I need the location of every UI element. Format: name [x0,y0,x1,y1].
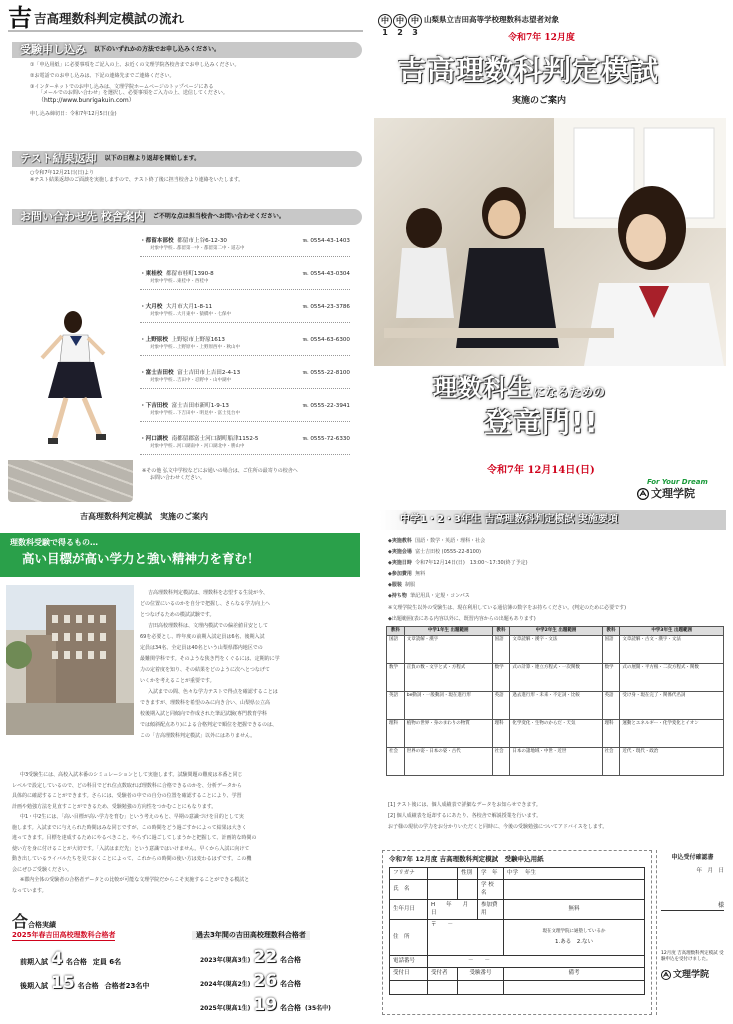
result-label: 前期入試 [20,958,48,966]
outline-title: 中学1・2・3年生 吉高理数科判定模試 実施要項 [400,514,618,526]
body-line: 違ってきます。目標を達成するためにやるべきこと、やらずに過ごしてしまうかと把握して、計画的な時間の [12,835,257,841]
address-label: 住 所 [390,920,428,956]
outline-title-bar [380,510,726,530]
body-line: 最難関学科です。そのような狭き門をくぐるには、定期的に学 [140,656,280,662]
school-address: 都留市上谷6-12-30 [177,238,227,244]
apply-url[interactable]: （http://www.bunrigakuin.com） [38,97,135,104]
application-form [382,850,652,1015]
outline-item: ◆実施教科 国語・数学・英語・理科・社会 [388,538,486,544]
result-tail: 名合格 [280,1004,302,1012]
apply-title: 受験申し込み [20,42,86,56]
address-field[interactable] [428,920,504,956]
result-row [20,972,149,995]
grade-badge: 中1 [378,14,392,28]
table-cell: 理科 [387,720,405,748]
flow-header [8,4,363,32]
gender-field[interactable] [458,880,478,900]
header-year: 令和7年 12月度 [508,33,575,43]
table-cell: 近代・現代・政治 [620,748,724,776]
table-row [387,664,724,692]
brand-tagline: For Your Dream [647,478,708,486]
body-line: 入試までの間、色々な学力テストで得点を確認することは [148,689,278,695]
flow-title: 吉高理数科判定模試の流れ [34,11,185,27]
range-table-body [387,636,724,776]
result-extra: 定員 6名 [92,958,122,966]
after-line: [2] 個人成績表を返却するにあたり、各校舎で解説授業を行います。 [388,813,542,819]
school-tel[interactable]: ℡ 0554-43-0304 [302,271,350,277]
apply-line: ①「申込用紙」に必要事項をご記入の上、お近くの文理学院各校舎までお申し込みください。 [30,62,240,68]
apply-deadline: 申し込み締切日：令和7年12月5日(金) [30,111,117,118]
receipt-note: 12月度 吉高理数科判定模試 受験申込を受付けました。 [661,950,724,962]
table-row [387,720,724,748]
table-header-cell: 中学1年生 出題範囲 [404,627,492,636]
table-row [387,748,724,776]
brand-name: 文理学院 [651,487,695,500]
range-table-header [387,627,724,636]
body-line: 中1・中2生には、「高い目標が高い学力を育む」という考えのもと、早期の意識づけを目的として実 [20,814,244,820]
school-target: 対象中学校…下吉田中・明見中・富士見台中 [150,410,240,416]
school-item [140,238,350,257]
result-date: ○令和7年12月21日(日)より [30,170,95,176]
outline-value: 令和7年12月14日(日) 13:00～17:30(終了予定) [415,560,528,566]
catch-a: 理数科生 [433,374,533,402]
outline-item: ◆実施会場 富士吉田校 (0555-22-8100) [388,549,481,555]
main-subtitle: 実施のご案内 [512,96,567,106]
school-item [140,337,350,356]
received-by-label: 受付者 [428,968,458,980]
exam-number-field[interactable] [458,980,504,994]
divider [140,322,350,323]
school-item [140,370,350,389]
apply-line: 「メールでのお問い合わせ」を選択し、必要事項をご入力の上、送信してください。 [38,90,228,97]
result-row [200,970,301,993]
table-cell: 国語 [602,636,620,664]
divider [140,454,350,455]
event-date: 令和7年 12月14日(日) [487,465,595,476]
body-line: 69を必要とし、昨年度の前期入試定員は6名、後期入試 [140,634,265,640]
body-line: レベルで設定しているので、どの科目でどれ位点数取れば理数科に合格できるのかを、分析データから [12,782,242,789]
paving-stones-image [8,460,133,502]
table-cell: 植物の世界・身のまわりの物質 [404,720,492,748]
exam-number-label: 受験番号 [458,968,504,980]
table-cell: 理科 [492,720,510,748]
outline-key: 実施教科 [391,538,412,544]
result-number: 4 [51,949,63,969]
green-banner [0,533,360,577]
gender-label: 性別 [458,867,478,879]
result-note: ※テスト結果返却のご面談を実施しますので、テスト終了後に担当校舎より連絡をいたします。 [30,176,244,183]
left-footer: 吉高理数科判定模試 実施のご案内 [80,512,208,521]
table-cell: 化学変化・生物のからだ・天気 [510,720,602,748]
tel-field[interactable]: － － [428,956,645,968]
result-lines [30,170,243,184]
school-tel[interactable]: ℡ 0555-22-3941 [302,403,350,409]
divider [140,421,350,422]
school-name: ・河口湖校 [140,436,168,442]
school-target: 対象中学校…河口湖南中・河口湖北中・勝山中 [150,443,245,449]
outline-key: 持ち物 [391,593,407,599]
grade-badge: 中2 [393,14,407,28]
school-item [140,403,350,422]
body-paragraph-1 [140,588,360,742]
table-cell: 社会 [492,748,510,776]
body-line: 校後期入試と同傾向で作成された筆記試験(専門教育学科 [140,711,267,717]
table-cell: 数学 [492,664,510,692]
result-label: 後期入試 [20,982,48,990]
school-address: 都留市桂町1390-8 [165,271,214,277]
classroom-photo [374,118,726,366]
body-line: 施します。入試までに与えられた時間はみな同じですが、この時間をどう過ごすかによって結果は大きく [12,824,247,831]
body-line: この「吉高理数科判定模試」以外にはありません。 [140,733,256,739]
body-line: ※郡内全体の受験者の合格者データとの比較が可能な文理学院だからこそ実施することができる模試と [20,877,250,883]
result-title: テスト結果返却 [20,151,97,165]
table-cell: 社会 [602,748,620,776]
body-line: どの位置にいるのかを自分で把握し、さらなる学力向上へ [140,601,271,607]
grade-badges [378,14,423,37]
table-cell: 文章読解・漢字 [404,636,492,664]
body-line: 中3受験生には、高校入試本番のシミュレーションとして実施します。試験問題の難度は本番と同じ [20,772,243,778]
school-tel[interactable]: ℡ 0554-23-3786 [302,304,350,310]
fee-label: 参加費用 [478,900,504,920]
school-name: ・大月校 [140,304,163,310]
outline-value: 無料 [415,571,426,577]
table-cell: 文章読解・漢字・文法 [510,636,602,664]
apply-section-bar [12,42,362,58]
result-tail: 名合格 [77,982,99,990]
table-cell: 英語 [492,692,510,720]
school-address: 南都留郡富士河口湖町船津1152-5 [171,436,259,442]
receipt-slip [656,850,728,1015]
table-header-cell: 教科 [602,627,620,636]
birth-label: 生年月日 [390,900,428,920]
divider [140,256,350,257]
nen-label: 年生 [525,869,537,876]
range-table-wrap [386,626,724,776]
catch-b: になるための [533,385,606,399]
body-line: 計画や勉強方法を見直すことができるため、受験勉強の方向性をつかむことにもなります。 [12,803,217,810]
result-number: 22 [253,947,278,967]
school-name: ・東桂校 [140,271,163,277]
outline-after [388,800,607,833]
zip-field[interactable]: 〒 － [431,922,454,929]
table-cell: 式の展開・平方根・二次方程式・関数 [620,664,724,692]
apply-lines [30,62,360,118]
table-cell: 受け身・現在完了・関係代名詞 [620,692,724,720]
body-line: 吉高理数科判定模試は、理数科を志望する生徒が今、 [148,590,269,596]
grade-label: 学 年 [478,867,504,879]
received-date-label: 受付日 [390,968,428,980]
green-banner-small: 理数科受験で得るもの… [10,538,98,547]
contact-note-line: お問い合わせください。 [150,474,206,481]
school-tel[interactable]: ℡ 0554-43-1403 [302,238,350,244]
main-title: 吉高理数科判定模試 [398,54,660,87]
contact-note-line: ※その他 弘文中学校などにお通いの場合は、ご住所の最寄りの校舎へ [142,468,298,474]
body-line: 会にぜひご受験ください。 [12,866,73,873]
school-tel[interactable]: ℡ 0555-22-8100 [302,370,350,376]
table-cell: 数学 [387,664,405,692]
contact-subtitle: ご不明な点は担当校舎へお問い合わせください。 [152,212,285,220]
name-field[interactable] [428,880,458,900]
outline-value: 富士吉田校 (0555-22-8100) [415,549,481,555]
school-address: 上野原市上野原1613 [171,337,225,343]
contact-section-bar [12,209,362,225]
flow-kanji-mark: 吉 [8,4,32,32]
table-cell: 文章読解・古文・漢字・文法 [620,636,724,664]
receipt-brand-name: 文理学院 [673,969,710,980]
outline-value: 筆記用具・定規・コンパス [410,593,470,599]
body-line: 使い方を身に付けることが大切です。「入試はまだ先」という意識ではいけません。早くから入試に向けて [12,845,250,852]
school-building-photo [6,585,134,735]
receipt-date: 年 月 日 [696,868,724,875]
school-target: 対象中学校…大月東中・猿橋中・七保中 [150,311,231,317]
bunri-logo-icon [637,488,649,500]
outline-note-2: ◆出題範囲(表にある内容以外に、既習内容からの出題もあります) [388,616,536,622]
table-row [387,636,724,664]
school-name: ・富士吉田校 [140,370,174,376]
results-subtitle-2: 過去3年間の吉田高校理数科合格者 [192,931,310,940]
result-label: 2024年(現高2生) [200,981,251,988]
table-cell: 過去進行形・未来・不定詞・比較 [510,692,602,720]
table-cell: 日本の諸地域・中世・近世 [510,748,602,776]
catch-line-1 [433,372,605,404]
running-girl-illustration [18,300,128,460]
table-cell: 国語 [387,636,405,664]
name-label: 氏 名 [390,880,428,900]
result-tail: 名合格 [280,956,302,964]
member-field[interactable] [504,920,645,956]
divider [140,388,350,389]
grade-field[interactable] [504,867,645,879]
apply-line: ②お電話でのお申し込みは、下記の連絡先までご連絡ください。 [30,72,175,79]
students-illustration [374,118,726,366]
result-section-bar [12,151,362,167]
table-cell: 社会 [387,748,405,776]
table-header-cell: 中学2年生 出題範囲 [510,627,602,636]
remarks-field[interactable] [504,980,645,994]
result-extra: 合格者23名中 [104,982,150,990]
grade-badge: 中3 [408,14,422,28]
contact-title: お問い合わせ先 校舎案内 [20,209,145,223]
school-address: 富士吉田市上吉田2-4-13 [177,370,241,376]
after-line: [1] テスト後には、個人成績表で詳細なデータをお知らせできます。 [388,802,541,808]
catch-line-2: 登竜門!! [484,406,599,439]
school-tel[interactable]: ℡ 0555-72-6330 [302,436,350,442]
results-subtitle: 2025年春吉田高校理数科合格者 [12,931,115,941]
result-tail: 名合格 [280,980,302,988]
school-item [140,436,350,455]
outline-key: 参加費用 [391,571,412,577]
body-line: いくかを考えることが重要です。 [140,678,215,684]
body-line: とつなげるための模試試験です。 [140,612,215,618]
school-name: ・下吉田校 [140,403,168,409]
outline-note-1: ※文理学院生以外の受験生は、現在利用している通信簿の数字をお持ちください。(判定のために必要です) [388,605,627,611]
body-line: 吉田高校理数科は、文理内模試での偏差値目安として [148,623,269,629]
table-cell: 英語 [602,692,620,720]
tel-label: 電話番号 [390,956,428,968]
body-line: なっています。 [12,887,47,894]
body-line: 動き出しているライバルたちを見ておくことによって、これからの時間の使い方は変わるはずです。この機 [12,856,252,862]
result-number: 15 [51,973,75,993]
form-title: 令和7年 12月度 吉高理数科判定模試 受験申込用紙 [389,855,544,863]
apply-line: ③インターネットでのお申し込みは、文理学院ホームページのトップページにある [30,83,214,90]
furigana-field[interactable] [428,867,458,879]
table-cell: 国語 [492,636,510,664]
table-cell: 正負の数・文字と式・方程式 [404,664,492,692]
divider [140,355,350,356]
received-by-field[interactable] [428,980,458,994]
school-item [140,304,350,323]
body-line: 定員は34名、全定員は40名という山梨県郡内地区での [140,645,263,651]
results-heading [12,914,56,930]
outline-item: ◆実施日時 令和7年12月14日(日) 13:00～17:30(終了予定) [388,560,528,566]
member-options: 1.ある 2.ない [555,938,593,945]
result-extra: (35名中) [305,1005,331,1012]
outline-key: 実施会場 [391,549,412,555]
outline-item: ◆参加費用 無料 [388,571,426,577]
results-title: 合格実績 [28,920,57,929]
brand-logo [637,487,695,502]
after-line: お子様の現状の学力をお分かりいただくと同時に、今後の受験勉強についてアドバイスをします。 [388,824,608,830]
school-item [140,271,350,290]
school-field[interactable] [504,880,645,900]
outline-key: 服装 [391,582,402,588]
outline-item: ◆服装 制服 [388,582,416,588]
outline-value: 制服 [405,582,416,588]
table-cell: 式の計算・連立方程式・一次関数 [510,664,602,692]
body-paragraph-2 [12,770,357,896]
result-number: 19 [253,995,278,1015]
table-cell: 英語 [387,692,405,720]
receipt-title: 申込受付確認書 [671,854,714,861]
table-cell: 運動とエネルギー・化学変化とイオン [620,720,724,748]
range-table [386,626,724,776]
table-header-cell: 教科 [492,627,510,636]
school-address: 大月市大月1-8-11 [165,304,213,310]
table-header-cell: 教科 [387,627,405,636]
jhs-label: 中学 [507,869,519,876]
body-line: では傾斜配点あり)による合格判定で順位を把握できるのは、 [140,722,277,728]
outline-key: 実施日時 [391,560,412,566]
school-target: 対象中学校…東桂中・西桂中 [150,278,209,284]
birth-field[interactable]: H 年 月 日 [428,900,478,920]
result-row [200,946,301,969]
result-label: 2025年(現高1生) [200,1005,251,1012]
result-tail: 名合格 [65,958,87,966]
furigana-label: フリガナ [390,867,428,879]
body-line: 力の定着度を知り、その結果をどのように次へとつなげて [140,667,270,673]
form-table [389,867,645,995]
body-line: できますが、理数科を希望のみに向き合い、山梨県公立高 [140,700,271,706]
school-name: ・都留本部校 [140,238,174,244]
receipt-name-line [661,902,724,911]
school-name: ・上野原校 [140,337,168,343]
table-header-cell: 中学3年生 出題範囲 [620,627,724,636]
received-date-field[interactable] [390,980,428,994]
school-label: 学 校 名 [478,880,504,900]
remarks-label: 備考 [504,968,645,980]
fee-value: 無料 [504,900,645,920]
school-target: 対象中学校…都留第一中・都留第二中・道志中 [150,245,245,251]
school-tel[interactable]: ℡ 0554-63-6300 [302,337,350,343]
receipt-sama: 様 [717,901,724,909]
result-label: 2023年(現高3生) [200,957,251,964]
body-line: 具体的に確認することができます。さらには、受験者の中での自分の位置を確認することにより、学習 [12,793,242,799]
school-target: 対象中学校…吉田中・忍野中・山中湖中 [150,377,231,383]
result-subtitle: 以下の日程より返却を開始します。 [104,154,201,162]
bunri-logo-icon [661,970,671,980]
school-target: 対象中学校…上野原中・上野原西中・秋山中 [150,344,240,350]
table-cell: be動詞・一般動詞・現在進行形 [404,692,492,720]
result-number: 26 [253,971,278,991]
result-row [20,948,121,971]
results-mark: 合 [12,912,29,931]
divider [140,289,350,290]
school-address: 富士吉田市新町1-9-13 [171,403,229,409]
target-line: 山梨県立吉田高等学校理数科志望者対象 [424,15,559,24]
table-cell: 数学 [602,664,620,692]
apply-subtitle: 以下のいずれかの方法でお申し込みください。 [94,45,221,53]
receipt-logo [661,969,724,981]
outline-value: 国語・数学・英語・理科・社会 [415,538,486,544]
table-cell: 世界の姿・日本の姿・古代 [404,748,492,776]
contact-note [142,468,352,482]
green-banner-big: 高い目標が高い学力と強い精神力を育む！ [22,550,260,566]
outline-item: ◆持ち物 筆記用具・定規・コンパス [388,593,470,599]
table-row [387,692,724,720]
result-row [200,994,331,1017]
table-cell: 理科 [602,720,620,748]
member-question: 現在文理学院に通塾しているか [542,928,606,934]
